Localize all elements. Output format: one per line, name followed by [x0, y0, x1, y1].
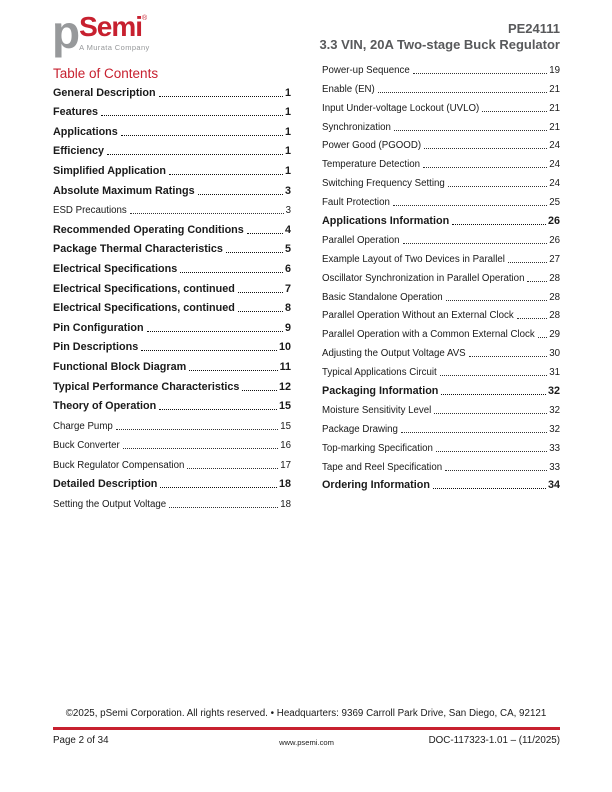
- toc-entry[interactable]: [53, 236, 291, 256]
- toc-entry-label: Detailed Description: [53, 478, 158, 491]
- toc-entry-label: Input Under-voltage Lockout (UVLO): [322, 102, 480, 114]
- toc-entry[interactable]: [53, 79, 291, 99]
- toc-entry-label: Charge Pump: [53, 420, 113, 432]
- dot-leader: [116, 429, 278, 430]
- toc-entry[interactable]: [53, 255, 291, 275]
- toc-entry-page: 8: [284, 302, 291, 315]
- toc-column-right: [322, 57, 560, 491]
- dot-leader: [517, 318, 548, 319]
- toc-entry-page: 28: [549, 291, 560, 303]
- toc-entry-label: Functional Block Diagram: [53, 360, 187, 373]
- toc-entry-label: Moisture Sensitivity Level: [322, 404, 432, 416]
- toc-entry-page: 26: [549, 234, 560, 246]
- toc-entry[interactable]: [322, 189, 560, 208]
- toc-entry[interactable]: [322, 208, 560, 227]
- toc-entry[interactable]: [53, 471, 291, 491]
- toc-entry-label: Efficiency: [53, 145, 105, 158]
- toc-entry[interactable]: [53, 177, 291, 197]
- copyright-line: ©2025, pSemi Corporation. All rights reserved. • Headquarters: 9369 Carroll Park Drive, San Diego, CA, 92121: [65, 708, 547, 719]
- toc-entry[interactable]: [322, 170, 560, 189]
- dot-leader: [147, 331, 283, 332]
- dot-leader: [393, 205, 547, 206]
- toc-entry-label: Package Thermal Characteristics: [53, 243, 223, 256]
- toc-entry[interactable]: [53, 373, 291, 393]
- toc-entry-page: 6: [284, 262, 291, 275]
- website-link[interactable]: www.psemi.com: [279, 738, 334, 747]
- toc-entry-label: Fault Protection: [322, 197, 390, 209]
- toc-entry[interactable]: [322, 359, 560, 378]
- dot-leader: [424, 148, 547, 149]
- toc-entry[interactable]: [53, 197, 291, 217]
- toc-entry[interactable]: [53, 157, 291, 177]
- document-title: 3.3 VIN, 20A Two-stage Buck Regulator: [319, 37, 560, 53]
- toc-entry-page: 29: [549, 329, 560, 341]
- dot-leader: [448, 186, 547, 187]
- psemi-logo-p-glyph: p: [52, 6, 79, 58]
- toc-entry-label: Theory of Operation: [53, 400, 157, 413]
- toc-entry-label: Typical Performance Characteristics: [53, 380, 240, 393]
- toc-entry-page: 24: [549, 178, 560, 190]
- toc-entry-page: 21: [549, 102, 560, 114]
- toc-entry-page: 4: [284, 223, 291, 236]
- toc-entry-label: Power-up Sequence: [322, 64, 410, 76]
- dot-leader: [180, 272, 283, 273]
- toc-entry[interactable]: [322, 416, 560, 435]
- dot-leader: [242, 390, 277, 391]
- dot-leader: [452, 224, 546, 225]
- dot-leader: [423, 167, 547, 168]
- dot-leader: [169, 507, 278, 508]
- psemi-logo-tagline: A Murata Company: [79, 42, 150, 52]
- toc-entry-label: Oscillator Synchronization in Parallel Operation: [322, 272, 525, 284]
- toc-entry-label: Switching Frequency Setting: [322, 178, 445, 190]
- dot-leader: [247, 233, 283, 234]
- toc-entry-page: 15: [278, 400, 291, 413]
- registered-trademark-icon: ®: [142, 15, 148, 22]
- toc-entry-page: 31: [549, 367, 560, 379]
- toc-entry[interactable]: [322, 321, 560, 340]
- toc-entry[interactable]: [53, 353, 291, 373]
- footer-divider-rule: [53, 727, 560, 730]
- toc-entry-page: 25: [549, 197, 560, 209]
- dot-leader: [440, 375, 548, 376]
- toc-entry-page: 7: [284, 282, 291, 295]
- page-number-indicator: Page 2 of 34: [53, 735, 109, 746]
- dot-leader: [160, 487, 277, 488]
- toc-entry[interactable]: [53, 412, 291, 432]
- dot-leader: [141, 350, 277, 351]
- toc-entry-page: 3: [285, 205, 291, 217]
- toc-entry-label: Packaging Information: [322, 385, 439, 398]
- dot-leader: [198, 194, 283, 195]
- toc-entry-page: 24: [549, 159, 560, 171]
- toc-entry-label: Electrical Specifications, continued: [53, 302, 235, 315]
- toc-entry-page: 12: [278, 380, 291, 393]
- toc-entry-page: 11: [279, 360, 291, 373]
- toc-entry-label: ESD Precautions: [53, 205, 127, 217]
- dot-leader: [159, 409, 277, 410]
- toc-column-left: [53, 79, 291, 510]
- dot-leader: [403, 243, 548, 244]
- toc-entry-label: Electrical Specifications: [53, 262, 178, 275]
- toc-entry-page: 21: [549, 121, 560, 133]
- toc-entry-label: Electrical Specifications, continued: [53, 282, 235, 295]
- dot-leader: [401, 432, 547, 433]
- toc-entry-page: 33: [549, 461, 560, 473]
- toc-entry-page: 32: [547, 385, 560, 398]
- toc-entry-label: Applications: [53, 125, 118, 138]
- toc-entry[interactable]: [322, 133, 560, 152]
- dot-leader: [130, 213, 284, 214]
- doc-revision-number: DOC-117323-1.01 – (11/2025): [428, 735, 560, 746]
- dot-leader: [394, 130, 547, 131]
- toc-entry[interactable]: [322, 114, 560, 133]
- dot-leader: [169, 174, 283, 175]
- toc-entry-page: 1: [284, 145, 291, 158]
- toc-entry[interactable]: [322, 95, 560, 114]
- toc-entry-label: Enable (EN): [322, 83, 375, 95]
- dot-leader: [482, 111, 547, 112]
- toc-entry-page: 18: [280, 499, 291, 511]
- toc-entry[interactable]: [53, 118, 291, 138]
- toc-entry-page: 21: [549, 83, 560, 95]
- toc-entry-label: Parallel Operation: [322, 234, 400, 246]
- toc-entry-label: Buck Converter: [53, 440, 120, 452]
- dot-leader: [434, 413, 547, 414]
- toc-entry-page: 32: [549, 423, 560, 435]
- toc-entry[interactable]: [322, 76, 560, 95]
- dot-leader: [445, 470, 547, 471]
- toc-entry-page: 34: [547, 479, 560, 492]
- toc-entry[interactable]: [53, 334, 291, 354]
- toc-entry[interactable]: [53, 216, 291, 236]
- toc-entry[interactable]: [322, 454, 560, 473]
- toc-entry-page: 24: [549, 140, 560, 152]
- toc-entry-label: Power Good (PGOOD): [322, 140, 422, 152]
- toc-entry[interactable]: [53, 432, 291, 452]
- toc-entry[interactable]: [322, 151, 560, 170]
- psemi-logo: [52, 6, 150, 58]
- toc-entry-page: 10: [278, 341, 291, 354]
- toc-entry-label: Package Drawing: [322, 423, 398, 435]
- toc-entry[interactable]: [53, 393, 291, 413]
- toc-entry-page: 1: [284, 125, 291, 138]
- footer-row: [53, 735, 560, 751]
- toc-entry-page: 1: [284, 106, 291, 119]
- toc-entry[interactable]: [53, 295, 291, 315]
- dot-leader: [189, 370, 277, 371]
- toc-entry-label: Example Layout of Two Devices in Parallel: [322, 253, 505, 265]
- dot-leader: [123, 448, 278, 449]
- toc-entry-page: 33: [549, 442, 560, 454]
- toc-entry-page: 9: [284, 321, 291, 334]
- toc-entry[interactable]: [322, 435, 560, 454]
- dot-leader: [469, 356, 548, 357]
- toc-entry-label: Temperature Detection: [322, 159, 420, 171]
- toc-entry-page: 19: [549, 64, 560, 76]
- toc-entry-page: 18: [278, 478, 291, 491]
- toc-entry-label: General Description: [53, 86, 156, 99]
- toc-entry-page: 28: [549, 272, 560, 284]
- toc-entry-label: Parallel Operation with a Common External Clock: [322, 329, 535, 341]
- toc-entry-page: 3: [284, 184, 291, 197]
- toc-entry-page: 16: [280, 440, 291, 452]
- toc-entry-label: Basic Standalone Operation: [322, 291, 443, 303]
- toc-entry-label: Absolute Maximum Ratings: [53, 184, 195, 197]
- toc-entry[interactable]: [53, 275, 291, 295]
- toc-entry[interactable]: [53, 99, 291, 119]
- toc-entry-page: 26: [547, 215, 560, 228]
- toc-entry-label: Adjusting the Output Voltage AVS: [322, 348, 466, 360]
- dot-leader: [159, 96, 283, 97]
- toc-entry-page: 17: [280, 459, 291, 471]
- toc-entry-label: Typical Applications Circuit: [322, 367, 437, 379]
- part-number: PE24111: [507, 21, 560, 36]
- toc-entry-label: Parallel Operation Without an External Clock: [322, 310, 514, 322]
- psemi-logo-wordmark: Semi: [79, 11, 143, 42]
- dot-leader: [413, 73, 547, 74]
- toc-entry-label: Pin Descriptions: [53, 341, 139, 354]
- dot-leader: [441, 394, 546, 395]
- dot-leader: [446, 300, 548, 301]
- toc-entry[interactable]: [322, 378, 560, 397]
- toc-entry[interactable]: [322, 303, 560, 322]
- dot-leader: [187, 468, 278, 469]
- document-header-titles: [319, 21, 560, 54]
- toc-entry[interactable]: [322, 57, 560, 76]
- toc-entry-label: Recommended Operating Conditions: [53, 223, 244, 236]
- toc-entry-label: Top-marking Specification: [322, 442, 433, 454]
- dot-leader: [226, 252, 283, 253]
- dot-leader: [433, 488, 546, 489]
- toc-entry-page: 32: [549, 404, 560, 416]
- toc-entry-label: Simplified Application: [53, 164, 166, 177]
- toc-heading: Table of Contents: [53, 66, 159, 81]
- toc-entry[interactable]: [322, 473, 560, 492]
- toc-entry[interactable]: [53, 451, 291, 471]
- toc-entry[interactable]: [322, 284, 560, 303]
- dot-leader: [527, 281, 547, 282]
- toc-entry[interactable]: [322, 227, 560, 246]
- toc-entry[interactable]: [322, 265, 560, 284]
- toc-entry[interactable]: [322, 340, 560, 359]
- dot-leader: [238, 292, 283, 293]
- dot-leader: [101, 115, 283, 116]
- toc-entry-page: 15: [280, 420, 291, 432]
- toc-entry-label: Tape and Reel Specification: [322, 461, 443, 473]
- dot-leader: [378, 92, 547, 93]
- toc-entry[interactable]: [322, 397, 560, 416]
- dot-leader: [436, 451, 547, 452]
- toc-entry-label: Ordering Information: [322, 479, 430, 492]
- toc-entry[interactable]: [53, 490, 291, 510]
- toc-entry-page: 27: [549, 253, 560, 265]
- toc-entry-label: Applications Information: [322, 215, 450, 228]
- toc-entry-page: 30: [549, 348, 560, 360]
- toc-entry-page: 1: [284, 164, 291, 177]
- toc-entry[interactable]: [53, 138, 291, 158]
- dot-leader: [121, 135, 283, 136]
- toc-entry[interactable]: [322, 246, 560, 265]
- toc-entry-label: Buck Regulator Compensation: [53, 459, 185, 471]
- toc-entry-label: Features: [53, 106, 99, 119]
- toc-entry[interactable]: [53, 314, 291, 334]
- toc-entry-page: 28: [549, 310, 560, 322]
- toc-entry-label: Setting the Output Voltage: [53, 499, 167, 511]
- dot-leader: [508, 262, 547, 263]
- toc-entry-page: 5: [284, 243, 291, 256]
- toc-entry-page: 1: [284, 86, 291, 99]
- dot-leader: [107, 154, 283, 155]
- dot-leader: [238, 311, 283, 312]
- toc-entry-label: Pin Configuration: [53, 321, 144, 334]
- dot-leader: [538, 337, 548, 338]
- toc-entry-label: Synchronization: [322, 121, 391, 133]
